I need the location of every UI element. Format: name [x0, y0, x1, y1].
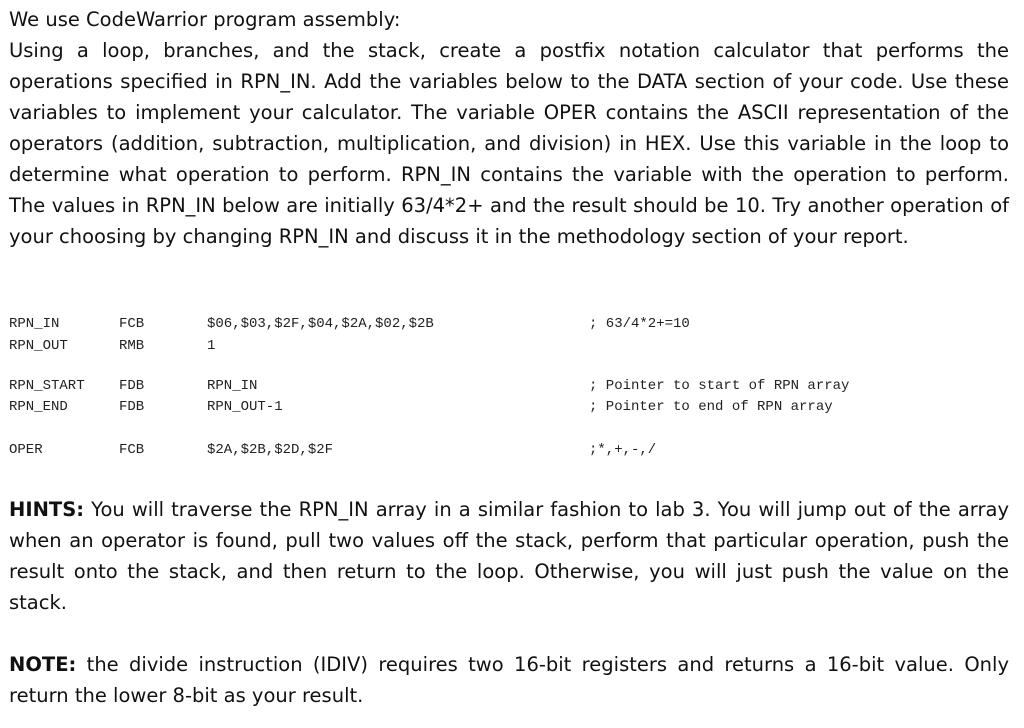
code-arg: $2A,$2B,$2D,$2F	[207, 442, 334, 458]
note-text: the divide instruction (IDIV) requires two 16-bit registers and returns a 16-bit value. Only return the lower 8-bit as your result.	[9, 653, 1009, 707]
code-label: OPER	[9, 442, 43, 458]
code-op: RMB	[119, 338, 145, 354]
code-op: FCB	[119, 316, 145, 332]
hints-text: You will traverse the RPN_IN array in a similar fashion to lab 3. You will jump out of the array when an operator is found, pull two values off the stack, perform that particular operation, push the result onto the stack, and then return to the loop. Otherwise, you will just push the value on the stack.	[9, 498, 1009, 614]
code-label: RPN_OUT	[9, 338, 68, 354]
intro-heading: We use CodeWarrior program assembly:	[9, 8, 401, 31]
hints-label: HINTS:	[9, 498, 85, 521]
code-label: RPN_END	[9, 399, 68, 415]
code-comment: ; 63/4*2+=10	[589, 316, 690, 332]
code-arg: 1	[207, 338, 216, 354]
code-arg: RPN_OUT-1	[207, 399, 283, 415]
note-label: NOTE:	[9, 653, 77, 676]
code-op: FDB	[119, 378, 145, 394]
code-comment: ; Pointer to end of RPN array	[589, 399, 833, 415]
code-arg: RPN_IN	[207, 378, 258, 394]
code-arg: $06,$03,$2F,$04,$2A,$02,$2B	[207, 316, 434, 332]
code-label: RPN_START	[9, 378, 85, 394]
code-comment: ; Pointer to start of RPN array	[589, 378, 850, 394]
code-op: FDB	[119, 399, 145, 415]
code-op: FCB	[119, 442, 145, 458]
code-label: RPN_IN	[9, 316, 60, 332]
note-paragraph	[9, 649, 1009, 711]
hints-paragraph	[9, 494, 1009, 618]
code-comment: ;*,+,-,/	[589, 442, 657, 458]
intro-body: Using a loop, branches, and the stack, create a postfix notation calculator that performs the operations specified in RPN_IN. Add the variables below to the DATA section of your code. Use these variables to implement your calculator. The variable OPER contains the ASCII representation of the operators (addition, subtraction, multiplication, and division) in HEX. Use this variable in the loop to determine what operation to perform. RPN_IN contains the variable with the operation to perform. The values in RPN_IN below are initially 63/4*2+ and the result should be 10. Try another operation of your choosing by changing RPN_IN and discuss it in the methodology section of your report.	[9, 39, 1009, 248]
intro	[9, 4, 1009, 252]
